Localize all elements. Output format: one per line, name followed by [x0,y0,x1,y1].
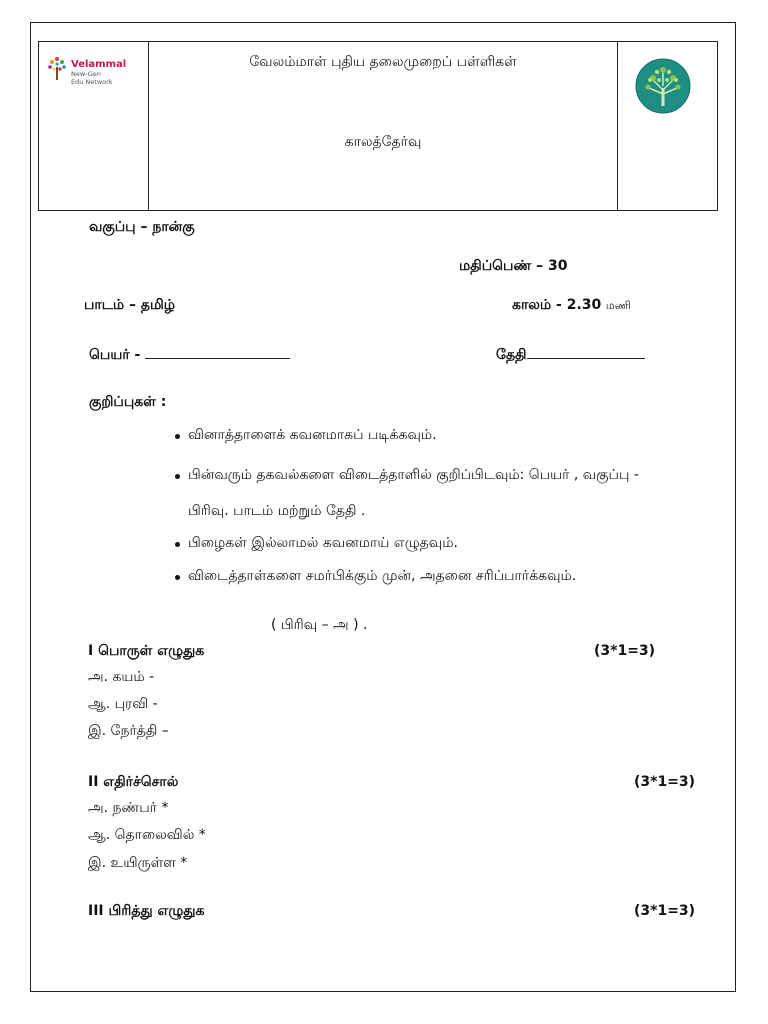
exam-name: காலத்தேர்வு [344,134,422,150]
logo-brand: Velammal [71,59,127,70]
bullet-icon [175,434,180,439]
time-unit: மணி [605,299,631,312]
name-row [89,345,290,365]
subject-label: பாடம் – தமிழ் [84,297,176,313]
instructions-heading: குறிப்புகள் : [89,394,167,410]
instruction-item: வினாத்தாளைக் கவனமாகப் படிக்கவும். [188,427,437,443]
question-item: ஆ. புரவி - [88,696,158,712]
instruction-item: விடைத்தாள்களை சமர்பிக்கும் முன், அதனை சரிப்பார்க்கவும். [188,568,577,584]
question-title: I பொருள் எழுதுக [88,643,205,659]
tree-logo-icon [47,54,67,82]
name-label: பெயர் - [89,347,141,363]
question-title: III பிரித்து எழுதுக [88,903,205,919]
bullet-icon [175,474,180,479]
question-marks: (3*1=3) [594,643,656,659]
bullet-icon [175,542,180,547]
date-blank-line[interactable] [527,345,645,359]
time-label: காலம் - 2.30 [512,297,602,313]
question-item: ஆ. தொலைவில் * [88,827,206,843]
header-table [38,41,718,211]
logo-sub-2: Edu Network [71,77,113,86]
question-item: அ. கயம் - [88,669,155,685]
question-item: அ. நண்பர் * [88,800,169,816]
time-field [512,297,631,315]
question-title: II எதிர்ச்சொல் [88,774,179,790]
instruction-item-continued: பிரிவு. பாடம் மற்றும் தேதி . [188,503,366,519]
question-marks: (3*1=3) [634,903,696,919]
question-marks: (3*1=3) [634,774,696,790]
emblem-cell [618,42,717,210]
logo-cell [39,42,149,210]
logo-sub-1: New-Gen [71,70,101,78]
bullet-icon [175,575,180,580]
class-label: வகுப்பு – நான்கு [89,219,195,235]
instruction-item: பிழைகள் இல்லாமல் கவனமாய் எழுதவும். [188,535,458,551]
question-item: இ. உயிருள்ள * [88,855,188,871]
school-name: வேலம்மாள் புதிய தலைமுறைப் பள்ளிகள் [249,54,517,70]
name-blank-line[interactable] [145,345,290,359]
instruction-item: பின்வரும் தகவல்களை விடைத்தாளில் குறிப்பிடவும்: பெயர் , வகுப்பு - [188,467,639,483]
tree-emblem-icon [635,58,691,114]
title-cell [149,42,618,210]
velammal-logo [47,54,126,85]
marks-label: மதிப்பெண் – 30 [459,258,568,274]
date-label: தேதி [496,347,527,363]
section-title: ( பிரிவு – அ ) . [271,617,368,633]
question-item: இ. நேர்த்தி – [88,723,169,739]
date-row [496,345,645,365]
